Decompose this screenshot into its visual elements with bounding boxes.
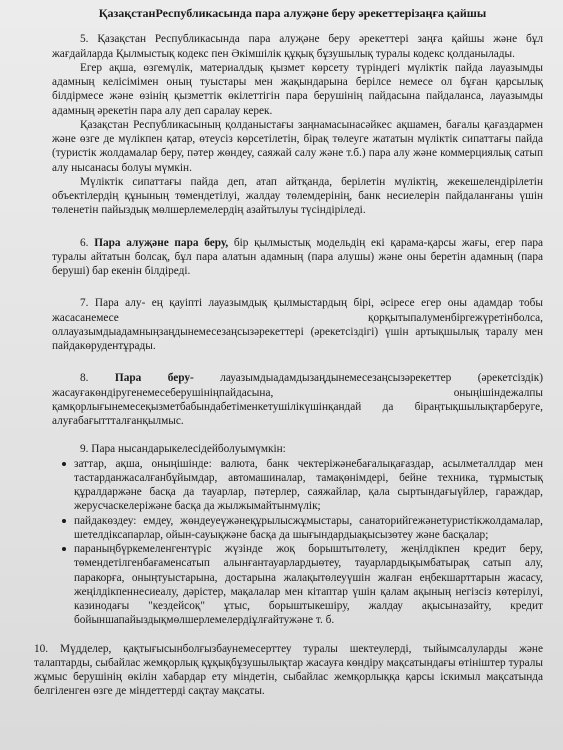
list-item: пайдакөздеу: емдеу, жөндеуеүжәнеқұрылысжұмыстары, санаторийгежәнетуристікжолдамалар, шетелдіксапарлар, ойын-сауықжәне басқа да шығындардыақысызөтеу және басқалар; <box>74 514 543 541</box>
paragraph-8-text: лауазымдыадамдызаңдынемесезаңсызәрекеттер (әрекетсіздік) жасауғакөндіругенемесеберушініңпайдасына, оныңішіндежалпы қамқорлығынемесеқызметбабындабетіменкетушілікүшінқандай да біраңтықшылықтарберуге, алуғабағыттталғанқылмыс. <box>52 372 543 427</box>
paragraph-5-property-benefit: Мүліктік сипаттағы пайда деп, атап айтқанда, берілетін мүліктің, жекешелендірілетін объектілердің құнының төмендетілуі, жалдау төлемдерінің, банк несиелерін пайдаланғаны үшін төленетін пайыздық мөлшерлемелердің азайтылуы түсіндіріледі. <box>52 175 543 217</box>
paragraph-6-number: 6. <box>80 236 95 249</box>
document-title: ҚазақстанРеспубликасында пара алуҗәне беру әрекеттерізаңға қайшы <box>98 6 487 20</box>
paragraph-7: 7. Пара алу- ең қауіпті лауазымдық қылмыстардың бірі, әсіресе егер оны адамдар тобы жасасанемесе қорқытыпалуменбіргежүретінболса, оллауазымдыадамныңзаңдынемесезаңсызәрекеттері (әрекетсіздігі) үшін артықшылық таралу мен пайдакөрудентұрады. <box>52 297 543 352</box>
paragraph-9-intro: 9. Пара нысандарыкелесідейболуымүмкін: <box>80 443 286 456</box>
paragraph-5-intro: 5. Қазақстан Республикасында пара алуҗәне беру әрекеттері заңға қайшы және бұл жағдайларда Қылмыстық кодекс пен Әкімшілік құқық бұзушылық туралы кодекс қолданылады. <box>52 33 543 60</box>
paragraph-6 <box>52 236 543 279</box>
paragraph-8-bold: Пара беру- <box>114 372 194 385</box>
paragraph-10: 10. Мүдделер, қақтығысынболғызбаунемесерттеу туралы шектеулерді, тыйымсалуларды және талаптарды, сыбайлас жемқорлық құқықбұзушылықтар жасауға көндіру мақсатындағы өтініштер туралы жұмыс берушінің өкілін хабардар ету міндетін, сыбайлас жемқорлыққа қарсы іскимыл мақсатында белгіленген өзге де міндеттерді сақтау мақсаты. <box>34 642 543 698</box>
list-item: параныңбүркемеленгентүріс жүзінде жоқ борыштытөлету, жеңілдікпен кредит беру, төмендетілгенбағаменсатып алынғантауарлардыөтеу, тауарлардықымбатырақ сатып алу, паракорға, оныңтуыстарына, достарына жалақытөлеуүшін жалған еңбекшарттарын жасасу, жеңілдікпеннесиеалу, дәрістер, мақалалар мен кітаптар үшін қалам ақының негізсіз көтерілуі, казинодағы "кездейсоқ" ұтыс, борыштыкешіру, жалдау ақысыназайту, кредит бойыншапайыздықмөлшерлемелердіұлғайтужәне т. б. <box>74 543 543 627</box>
paragraph-6-bold: Пара алуҗәне пара беру, <box>94 236 229 249</box>
paragraph-9-list <box>52 457 543 628</box>
paragraph-8 <box>52 371 543 428</box>
paragraph-5-legislation: Қазақстан Республикасының қолданыстағы заңнамасынасәйкес ақшамен, бағалы қағаздармен және өзге де мүлікпен қатар, өтеусіз көрсетілетін, бірақ төлеуге жататын мүліктік сипаттағы пайда (туристік жолдамалар беру, пәтер жөндеу, саяжай салу және т.б.) пара алу және коммерциялық сатып алу нысанасы болуы мүмкін. <box>52 118 543 174</box>
paragraph-6-text: бір қылмыстық модельдің екі қарама-қарсы жағы, егер пара туралы айтатын болсақ, бұл пара алатын адамның (пара алушы) және оны беретін адамның (пара беруші) бар екенін білдіреді. <box>52 236 543 277</box>
list-item: заттар, ақша, оныңішінде: валюта, банк чектеріжәнебағалықағаздар, асылметаллдар мен тастарданжасалғанбұйымдар, автомашиналар, тамақөнімдері, бейне техника, тұрмыстық құралдаржәне басқа да тауарлар, пәтерлер, саяжайлар, қала сыртындағыүйлер, гараждар, жерусчаскелеріжәне басқа да жылжымайтынмүлік; <box>74 457 543 513</box>
paragraph-5-family: Егер ақша, өзгемүлік, материалдық қызмет көрсету түріндегі мүліктік пайда лауазымды адамның келісімімен оның туыстары мен жақындарына берілсе немесе ол бұған қарсылық білдірмесе және өзінің қызметтік өкілеттігін пара берушінің пайдасына пайдаланса, лауазымды адамның әрекетін пара алу деп саралау керек. <box>52 61 543 117</box>
paragraph-8-number: 8. <box>80 372 115 385</box>
